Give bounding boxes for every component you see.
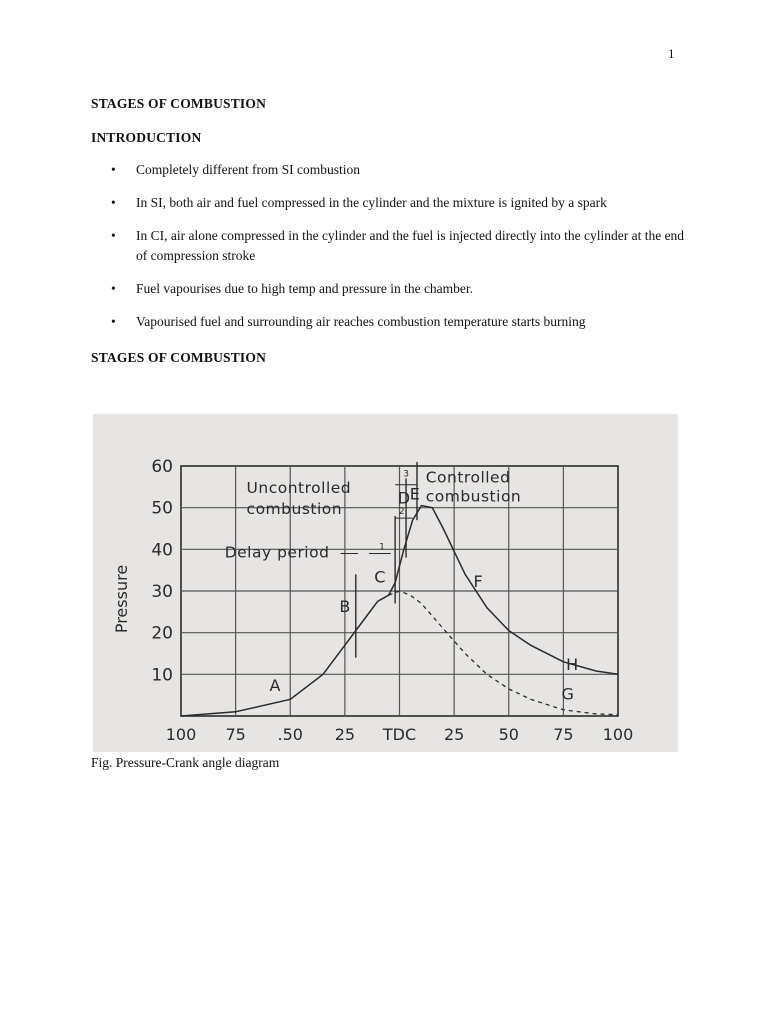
bullet-list (111, 160, 691, 345)
list-item (111, 226, 691, 266)
y-tick-label: 40 (151, 540, 173, 561)
list-item (111, 279, 691, 299)
point-label-h: H (566, 655, 579, 675)
point-label-e: E (409, 484, 420, 504)
bullet-icon: • (111, 228, 116, 243)
x-tick-label: 100 (602, 725, 634, 744)
intro-heading: INTRODUCTION (91, 130, 202, 145)
bullet-text: In CI, air alone compressed in the cylinder and the fuel is injected directly into the cylinder at the end of compression stroke (136, 228, 685, 263)
bullet-text: Completely different from SI combustion (136, 162, 360, 177)
point-label-f: F (473, 571, 483, 591)
x-tick-label: 100 (165, 725, 197, 744)
y-tick-label: 30 (151, 582, 173, 602)
figure-caption: Fig. Pressure-Crank angle diagram (91, 755, 280, 770)
y-tick-label: 20 (151, 623, 173, 644)
annotation-text: combustion (425, 487, 522, 506)
x-tick-label: 25 (334, 725, 356, 744)
annotation-text: combustion (246, 499, 343, 518)
x-tick-label: 75 (225, 725, 246, 744)
stage-number: 3 (403, 469, 409, 480)
page-number: 1 (668, 46, 675, 61)
y-tick-label: 50 (151, 498, 173, 519)
y-tick-label: 60 (151, 457, 173, 477)
annotation-text: Controlled (425, 468, 511, 487)
pressure-crank-figure (93, 414, 678, 752)
bullet-icon: • (111, 162, 116, 177)
x-tick-label: TDC (382, 725, 417, 744)
bullet-icon: • (111, 281, 116, 296)
bullet-icon: • (111, 314, 116, 329)
bullet-text: Fuel vapourises due to high temp and pressure in the chamber. (136, 281, 474, 296)
point-label-a: A (269, 676, 281, 695)
list-item (111, 193, 691, 213)
bullet-icon: • (111, 195, 116, 210)
stage-number: 1 (379, 542, 385, 553)
section-heading: STAGES OF COMBUSTION (91, 350, 267, 365)
x-tick-label: 50 (498, 725, 519, 744)
annotation-text: Delay period (224, 543, 330, 562)
x-tick-label: .50 (277, 725, 303, 744)
list-item (111, 160, 691, 180)
y-tick-label: 10 (151, 665, 173, 686)
annotation-text: Uncontrolled (246, 479, 352, 498)
bullet-text: In SI, both air and fuel compressed in the cylinder and the mixture is ignited by a spark (136, 195, 607, 210)
stage-number: 2 (398, 506, 405, 517)
list-item (111, 312, 691, 332)
x-tick-label: 75 (553, 725, 574, 744)
page-title: STAGES OF COMBUSTION (91, 96, 267, 111)
point-label-g: G (561, 684, 574, 704)
bullet-text: Vapourised fuel and surrounding air reaches combustion temperature starts burning (136, 314, 586, 329)
point-label-d: D (397, 488, 411, 508)
x-tick-label: 25 (443, 725, 465, 744)
point-label-c: C (374, 567, 386, 587)
y-axis-label: Pressure (112, 564, 131, 634)
point-label-b: B (339, 596, 351, 616)
pressure-crank-chart (93, 414, 678, 752)
